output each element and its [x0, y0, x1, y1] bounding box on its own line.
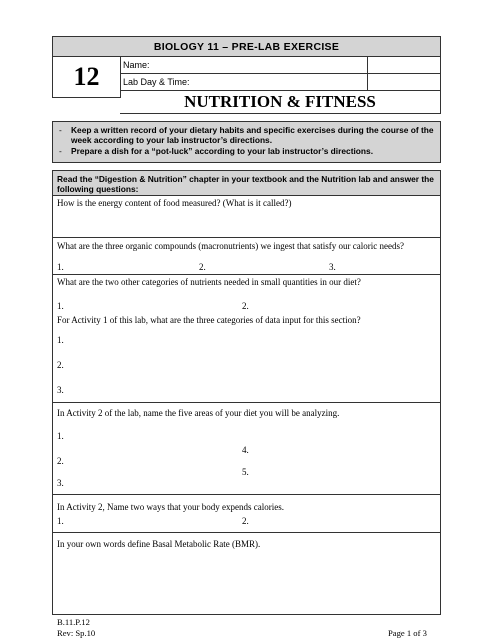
question-6: In Activity 2, Name two ways that your body expends calories.: [57, 502, 284, 512]
answer-number: 2.: [57, 456, 64, 466]
bullet: -: [59, 125, 62, 135]
answer-number: 5.: [242, 467, 249, 477]
question-2: What are the three organic compounds (macronutrients) we ingest that satisfy our caloric needs?: [57, 241, 404, 251]
answer-number: 3.: [57, 478, 64, 488]
answer-area-7[interactable]: [52, 551, 441, 614]
direction-text: Keep a written record of your dietary habits and specific exercises during the course of the week according to your lab instructor’s directions.: [71, 125, 434, 145]
answer-number: 1.: [57, 262, 64, 272]
page-number: Page 1 of 3: [388, 628, 427, 638]
name-extra-field[interactable]: [367, 56, 441, 74]
question-4: For Activity 1 of this lab, what are the three categories of data input for this section?: [57, 315, 361, 325]
lab-day-time-label: Lab Day & Time:: [120, 73, 368, 91]
answer-number: 3.: [57, 385, 64, 395]
question-3: What are the two other categories of nutrients needed in small quantities in our diet?: [57, 277, 361, 287]
questions-header: Read the “Digestion & Nutrition” chapter in your textbook and the Nutrition lab and answer the following questions:: [52, 170, 441, 196]
answer-area-1[interactable]: [52, 210, 441, 237]
divider: [52, 237, 441, 238]
name-label: Name:: [120, 56, 368, 74]
direction-item: [59, 146, 434, 156]
document-code: B.11.P.12: [57, 617, 90, 627]
answer-number: 2.: [199, 262, 206, 272]
divider: [52, 274, 441, 275]
question-7: In your own words define Basal Metabolic Rate (BMR).: [57, 539, 261, 549]
answer-number: 1.: [57, 516, 64, 526]
answer-number: 2.: [57, 360, 64, 370]
course-header: BIOLOGY 11 – PRE-LAB EXERCISE: [52, 36, 441, 57]
divider: [52, 532, 441, 533]
revision: Rev: Sp.10: [57, 628, 96, 638]
answer-number: 1.: [57, 431, 64, 441]
answer-number: 1.: [57, 335, 64, 345]
lab-day-extra-field[interactable]: [367, 73, 441, 91]
answer-number: 4.: [242, 445, 249, 455]
question-1: How is the energy content of food measured? (What is it called?): [57, 198, 292, 208]
divider: [52, 402, 441, 403]
divider: [52, 494, 441, 495]
page-title: NUTRITION & FITNESS: [120, 90, 441, 114]
answer-number: 3.: [329, 262, 336, 272]
question-5: In Activity 2 of the lab, name the five areas of your diet you will be analyzing.: [57, 408, 340, 418]
answer-number: 2.: [242, 301, 249, 311]
lab-number: 12: [52, 56, 121, 98]
direction-text: Prepare a dish for a “pot-luck” according to your lab instructor’s directions.: [71, 146, 374, 156]
answer-number: 1.: [57, 301, 64, 311]
direction-item: [59, 125, 434, 145]
directions-box: [52, 121, 441, 163]
bullet: -: [59, 146, 62, 156]
answer-number: 2.: [242, 516, 249, 526]
